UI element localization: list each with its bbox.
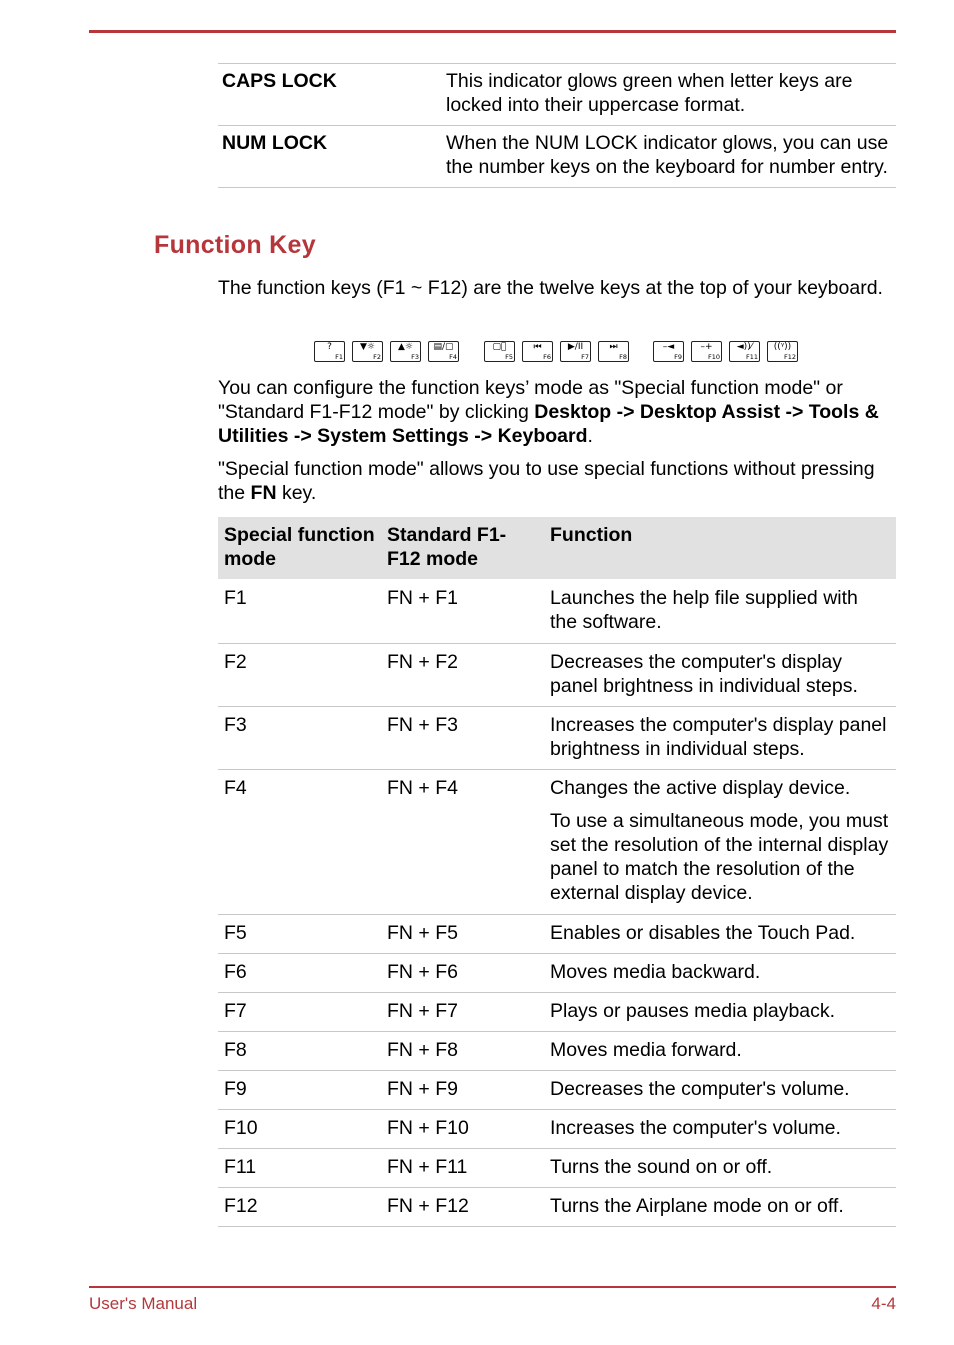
indicator-name: NUM LOCK: [218, 126, 442, 188]
table-row: [218, 579, 896, 644]
standard-cell: FN + F7: [381, 993, 544, 1032]
function-text: Changes the active display device.: [550, 777, 851, 799]
special-cell: F5: [218, 915, 381, 954]
function-cell: Launches the help file supplied with the software.: [550, 587, 858, 633]
standard-cell: FN + F12: [381, 1188, 544, 1227]
function-cell: Enables or disables the Touch Pad.: [544, 915, 896, 954]
key-label: F6: [543, 353, 551, 361]
key-symbol: –+: [700, 342, 713, 352]
special-cell: F11: [218, 1149, 381, 1188]
standard-cell: FN + F6: [381, 954, 544, 993]
column-header-function: Function: [544, 517, 896, 579]
table-row: [218, 707, 896, 770]
footer-page-number: 4-4: [871, 1294, 896, 1313]
function-note: To use a simultaneous mode, you must set the resolution of the internal display panel to match the resolution of the external display device.: [550, 810, 889, 904]
special-cell: F10: [218, 1110, 381, 1149]
function-cell: Increases the computer's display panel brightness in individual steps.: [544, 707, 896, 770]
key-label: F5: [505, 353, 513, 361]
table-row: [218, 1071, 896, 1110]
key-label: F8: [619, 353, 627, 361]
key-symbol: ▤/▢: [433, 342, 454, 352]
column-header-standard: Standard F1-F12 mode: [381, 517, 544, 579]
table-row: [218, 1032, 896, 1071]
previous-track-icon: [522, 341, 553, 362]
key-symbol: ?: [327, 342, 332, 352]
table-row: [218, 915, 896, 954]
table-row: [218, 1149, 896, 1188]
table-row: [218, 64, 896, 126]
special-cell: F8: [218, 1032, 381, 1071]
touchpad-icon: [484, 341, 515, 362]
table-row: [218, 644, 896, 707]
key-label: F9: [674, 353, 682, 361]
special-text-end: key.: [276, 482, 317, 504]
key-symbol: ▼☼: [360, 342, 375, 352]
special-cell: F9: [218, 1071, 381, 1110]
standard-cell: FN + F8: [381, 1032, 544, 1071]
section-title: Function Key: [154, 231, 316, 259]
key-symbol: ((ᵞ)): [773, 342, 792, 352]
footer-rule: [89, 1286, 896, 1288]
play-pause-icon: [560, 341, 591, 362]
function-cell: [544, 770, 896, 915]
table-header-row: [218, 517, 896, 579]
config-paragraph: [218, 376, 898, 448]
function-key-strip: [314, 341, 804, 365]
footer-manual-title: User's Manual: [89, 1294, 198, 1313]
function-key-table: [218, 517, 896, 1227]
function-cell: Increases the computer's volume.: [544, 1110, 896, 1149]
table-row: [218, 1110, 896, 1149]
config-text: You can configure the function keys’ mode as "Special function mode" or "Standard F1-F12 mode" by clicking: [218, 377, 843, 423]
special-cell: F6: [218, 954, 381, 993]
special-text: "Special function mode" allows you to use special functions without pressing the: [218, 458, 875, 504]
standard-cell: FN + F2: [381, 644, 544, 707]
table-row: [218, 954, 896, 993]
key-label: F12: [783, 353, 796, 361]
key-label: F1: [335, 353, 343, 361]
brightness-down-icon: [352, 341, 383, 362]
key-label: F10: [707, 353, 720, 361]
special-cell: F12: [218, 1188, 381, 1227]
key-label: F4: [449, 353, 457, 361]
table-row: [218, 993, 896, 1032]
special-cell: F4: [218, 770, 381, 915]
volume-down-icon: [653, 341, 684, 362]
standard-cell: FN + F4: [381, 770, 544, 915]
special-cell: F1: [224, 587, 247, 609]
function-cell: Turns the sound on or off.: [544, 1149, 896, 1188]
table-row: [218, 126, 896, 188]
key-symbol: ◄))⁄: [736, 342, 753, 352]
key-symbol: ⏮: [533, 342, 542, 352]
function-cell: Decreases the computer's volume.: [544, 1071, 896, 1110]
standard-cell: FN + F9: [381, 1071, 544, 1110]
help-icon: [314, 341, 345, 362]
settings-path: Desktop -> Desktop Assist -> Tools & Utilities -> System Settings -> Keyboard: [218, 401, 879, 447]
mute-icon: [729, 341, 760, 362]
function-cell: Moves media backward.: [544, 954, 896, 993]
function-cell: Plays or pauses media playback.: [544, 993, 896, 1032]
special-cell: F7: [218, 993, 381, 1032]
key-symbol: ▲☼: [398, 342, 413, 352]
special-cell: F3: [218, 707, 381, 770]
key-symbol: ▶/II: [567, 342, 584, 352]
key-label: F2: [373, 353, 381, 361]
next-track-icon: [598, 341, 629, 362]
table-row: [218, 770, 896, 915]
standard-cell: FN + F10: [381, 1110, 544, 1149]
intro-paragraph: The function keys (F1 ~ F12) are the twelve keys at the top of your keyboard.: [218, 277, 883, 299]
special-mode-paragraph: [218, 457, 898, 505]
fn-key-name: FN: [250, 482, 277, 504]
key-symbol: –◄: [662, 342, 675, 352]
key-label: F3: [411, 353, 419, 361]
indicator-table: [218, 63, 896, 188]
header-rule: [89, 30, 896, 33]
table-row: [218, 1188, 896, 1227]
special-cell: F2: [218, 644, 381, 707]
function-cell: Decreases the computer's display panel brightness in individual steps.: [544, 644, 896, 707]
airplane-mode-icon: [767, 341, 798, 362]
key-label: F7: [581, 353, 589, 361]
standard-cell: FN + F5: [381, 915, 544, 954]
function-cell: Turns the Airplane mode on or off.: [544, 1188, 896, 1227]
config-text-end: .: [587, 425, 593, 447]
key-symbol: ⏭: [609, 342, 618, 352]
column-header-special: Special function mode: [218, 517, 381, 579]
standard-cell: FN + F11: [381, 1149, 544, 1188]
brightness-up-icon: [390, 341, 421, 362]
standard-cell: FN + F3: [381, 707, 544, 770]
indicator-description: When the NUM LOCK indicator glows, you can use the number keys on the keyboard for number entry.: [442, 126, 896, 188]
key-symbol: ▢⃠: [492, 342, 507, 352]
key-label: F11: [745, 353, 758, 361]
volume-up-icon: [691, 341, 722, 362]
standard-cell: FN + F1: [387, 587, 458, 609]
indicator-name: CAPS LOCK: [218, 64, 442, 126]
indicator-description: This indicator glows green when letter keys are locked into their uppercase format.: [442, 64, 896, 126]
function-cell: Moves media forward.: [544, 1032, 896, 1071]
display-switch-icon: [428, 341, 459, 362]
